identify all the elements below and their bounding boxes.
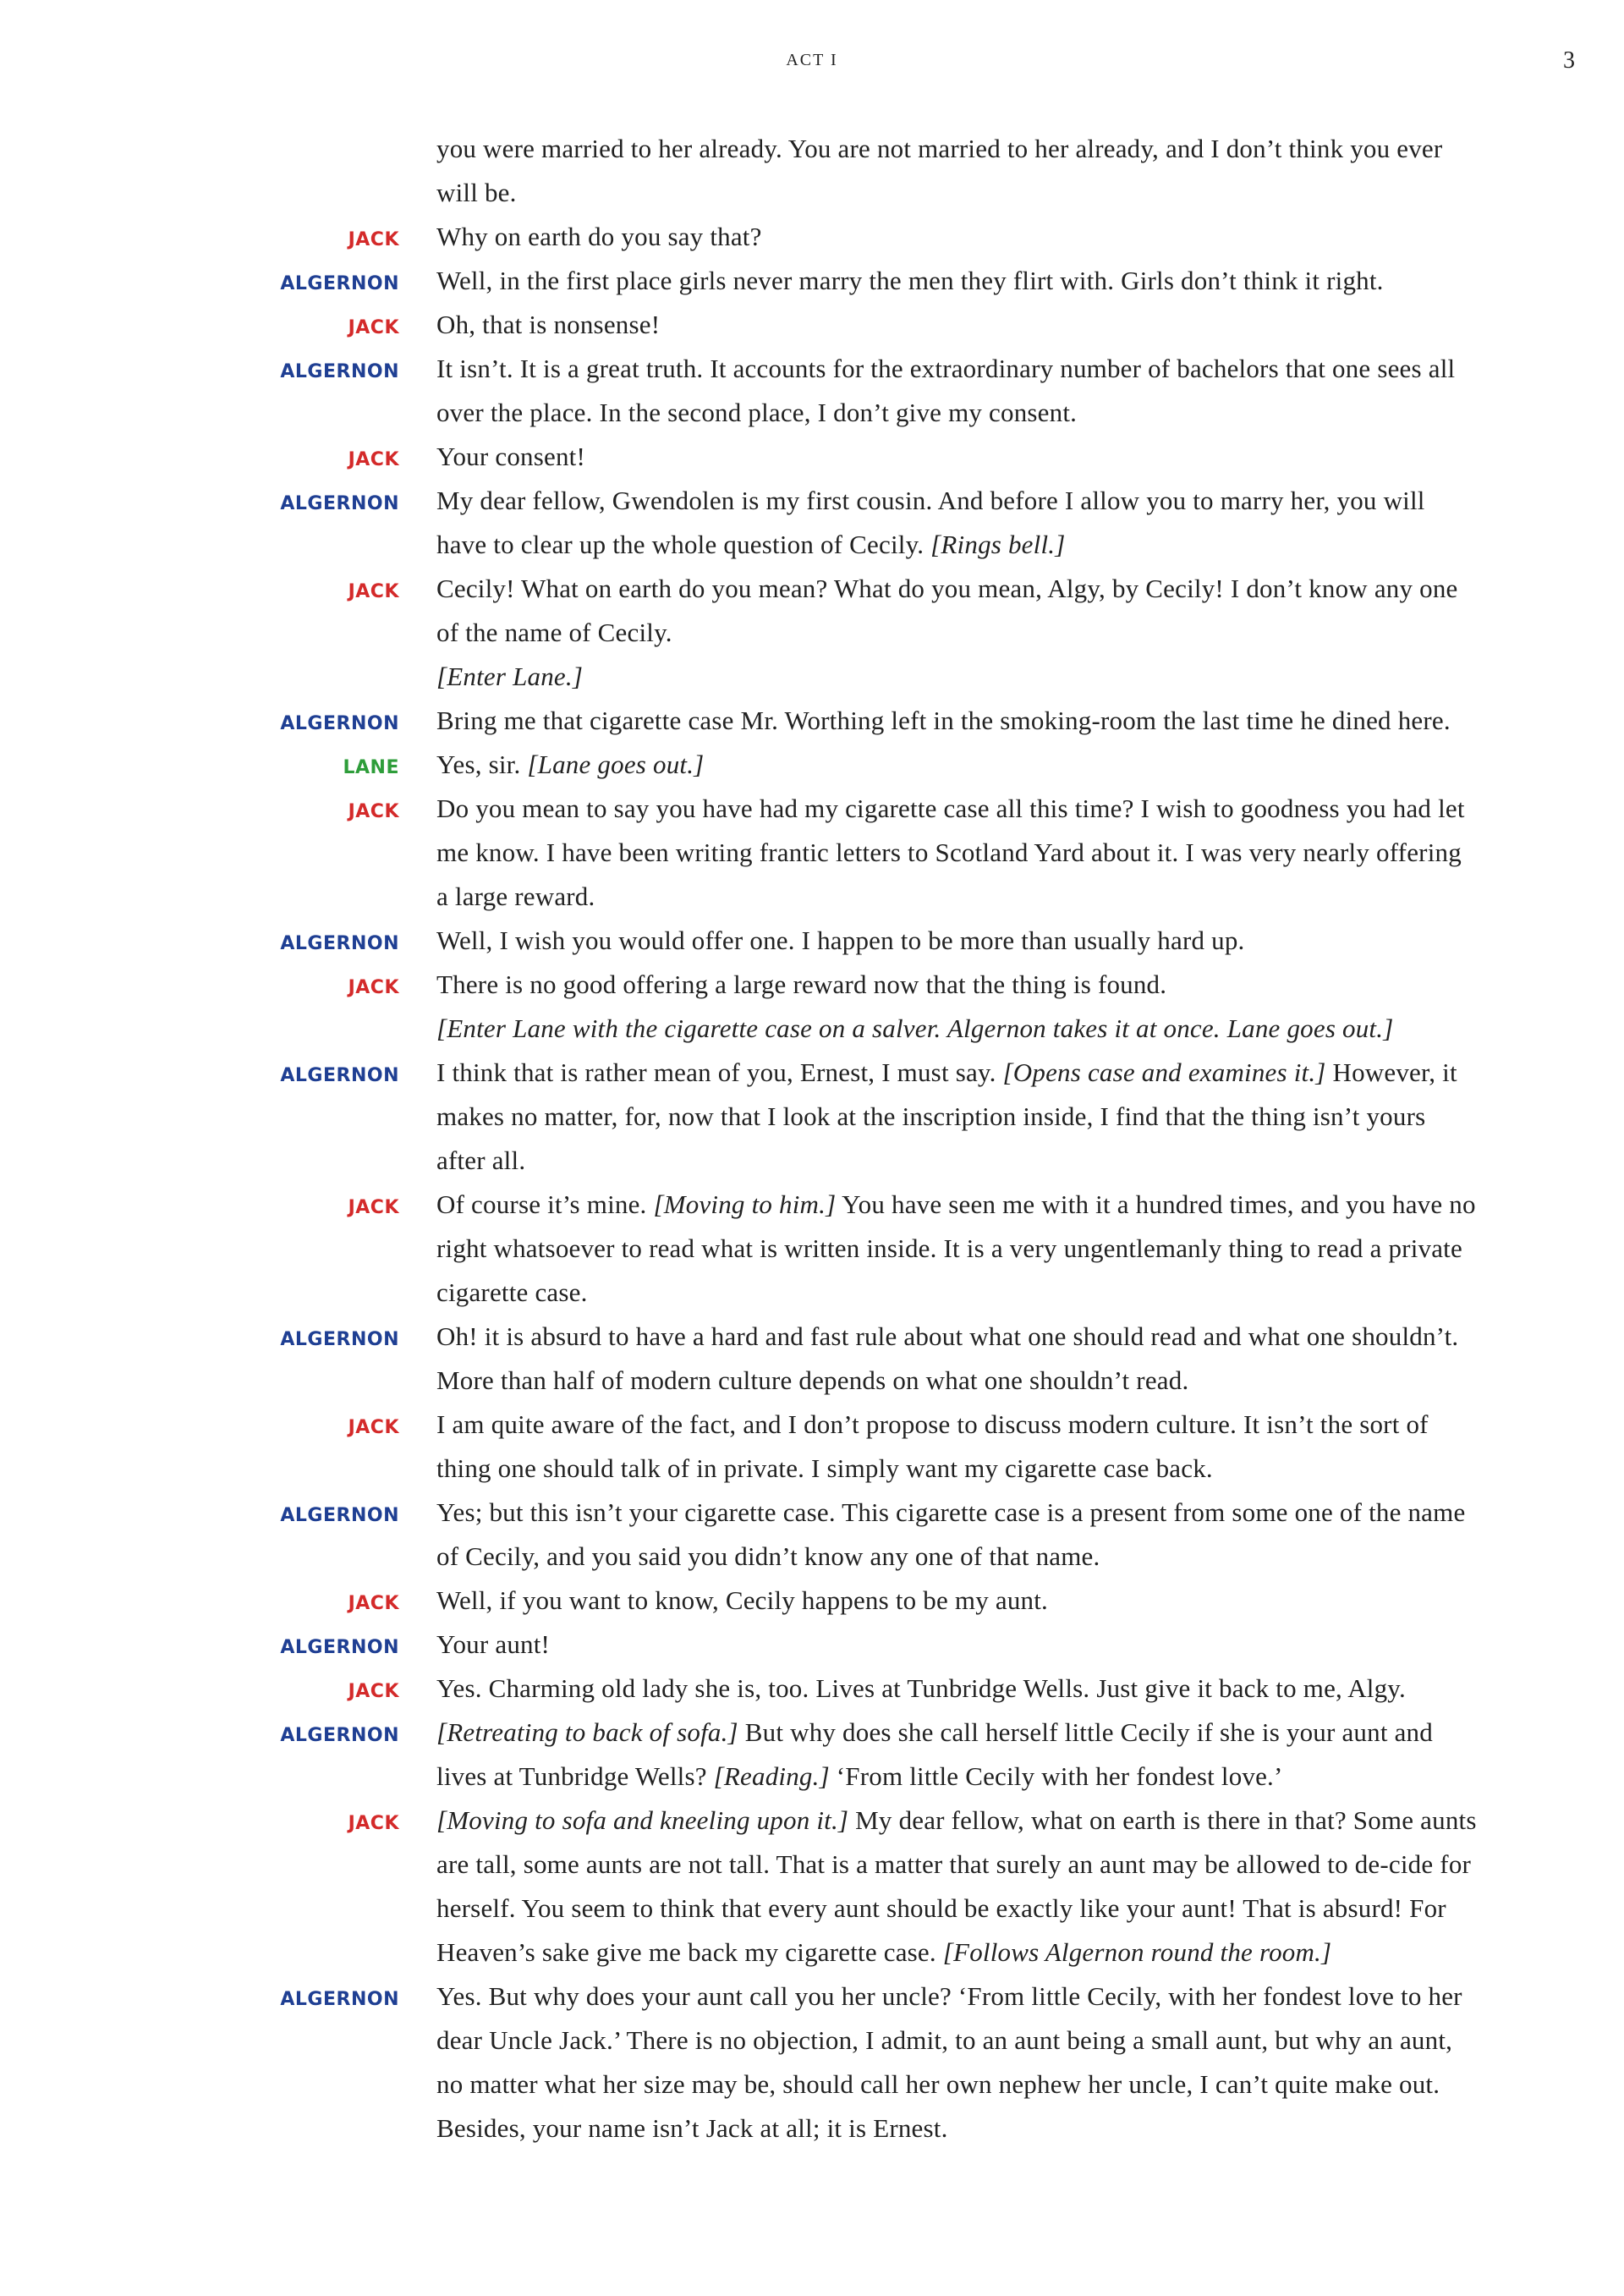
line-text — [436, 127, 1477, 215]
spoken-text: It isn’t. It is a great truth. It accounts for the extraordinary number of bachelors that one sees all over the place. In the second place, I don’t give my consent. — [436, 354, 1456, 427]
stage-direction: [Rings bell.] — [930, 530, 1066, 559]
line-text — [436, 215, 1477, 259]
dialogue-line — [0, 787, 1624, 919]
speaker-name: ALGERNON — [280, 713, 399, 734]
spoken-text: Why on earth do you say that? — [436, 222, 762, 251]
speaker-name: ALGERNON — [280, 1329, 399, 1350]
dialogue-line — [0, 1315, 1624, 1403]
speaker-name: ALGERNON — [280, 1637, 399, 1658]
speaker-name: JACK — [348, 1197, 399, 1218]
spoken-text: Yes. But why does your aunt call you her uncle? ‘From little Cecily, with her fondest love to her dear Uncle Jack.’ There is no objection, I admit, to an aunt being a small aunt, but why an aunt, no matter what her size may be, should call her own nephew her uncle, I can’t quite make out. Besides, your name isn’t Jack at all; it is Ernest. — [436, 1981, 1462, 2143]
line-text — [436, 1799, 1477, 1975]
dialogue-line — [0, 215, 1624, 259]
stage-direction: [Moving to sofa and kneeling upon it.] — [436, 1805, 849, 1835]
spoken-text: There is no good offering a large reward now that the thing is found. — [436, 969, 1167, 999]
speaker-name: JACK — [348, 1593, 399, 1614]
line-text — [436, 963, 1477, 1007]
dialogue-line — [0, 303, 1624, 347]
dialogue-line — [0, 1975, 1624, 2150]
dialogue-line — [0, 1623, 1624, 1667]
play-script — [0, 127, 1624, 2150]
line-text — [436, 699, 1477, 743]
speaker-name: JACK — [348, 229, 399, 250]
dialogue-line — [0, 919, 1624, 963]
line-text — [436, 1667, 1477, 1711]
dialogue-line — [0, 1579, 1624, 1623]
speaker-name: JACK — [348, 977, 399, 998]
speaker-name: JACK — [348, 1417, 399, 1438]
dialogue-line — [0, 1711, 1624, 1799]
line-text — [436, 435, 1477, 479]
line-text — [436, 1491, 1477, 1579]
spoken-text: Your aunt! — [436, 1629, 551, 1659]
speaker-name: ALGERNON — [280, 1505, 399, 1526]
running-head: ACT I — [786, 51, 838, 69]
spoken-text: Yes, sir. — [436, 750, 528, 779]
dialogue-line — [0, 743, 1624, 787]
line-text — [436, 1711, 1477, 1799]
line-text — [436, 259, 1477, 303]
dialogue-line — [0, 1051, 1624, 1183]
line-text — [436, 743, 1477, 787]
speaker-name: ALGERNON — [280, 1989, 399, 2010]
spoken-text: I am quite aware of the fact, and I don’t propose to discuss modern culture. It isn’t the sort of thing one should talk of in private. I simply want my cigarette case back. — [436, 1409, 1429, 1483]
line-text — [436, 1623, 1477, 1667]
speaker-name: JACK — [348, 801, 399, 822]
line-text — [436, 479, 1477, 567]
speaker-name: JACK — [348, 1813, 399, 1834]
speaker-name: ALGERNON — [280, 361, 399, 382]
page-number: 3 — [1563, 47, 1575, 74]
line-text — [436, 1315, 1477, 1403]
spoken-text: ‘From little Cecily with her fondest love.’ — [829, 1761, 1283, 1791]
line-text — [436, 567, 1477, 655]
dialogue-line — [0, 1403, 1624, 1491]
dialogue-line — [0, 1667, 1624, 1711]
dialogue-line — [0, 1183, 1624, 1315]
line-text — [436, 1007, 1477, 1051]
line-text — [436, 347, 1477, 435]
line-text — [436, 1051, 1477, 1183]
spoken-text: Do you mean to say you have had my cigarette case all this time? I wish to goodness you had let me know. I have been writing frantic letters to Scotland Yard about it. I was very nearly offering a large reward. — [436, 794, 1465, 911]
line-text — [436, 303, 1477, 347]
line-text — [436, 919, 1477, 963]
speaker-name: ALGERNON — [280, 1065, 399, 1086]
dialogue-line — [0, 347, 1624, 435]
spoken-text: Well, if you want to know, Cecily happens to be my aunt. — [436, 1585, 1049, 1615]
speaker-name: ALGERNON — [280, 1725, 399, 1746]
spoken-text: I think that is rather mean of you, Ernest, I must say. — [436, 1057, 1003, 1087]
spoken-text: Cecily! What on earth do you mean? What do you mean, Algy, by Cecily! I don’t know any one of the name of Cecily. — [436, 574, 1458, 647]
spoken-text: Of course it’s mine. — [436, 1189, 654, 1219]
speaker-name: ALGERNON — [280, 933, 399, 954]
dialogue-line — [0, 259, 1624, 303]
stage-direction: [Moving to him.] — [653, 1189, 837, 1219]
spoken-text: Oh, that is nonsense! — [436, 310, 661, 339]
speaker-name: ALGERNON — [280, 273, 399, 294]
speaker-name: LANE — [343, 757, 399, 778]
dialogue-line — [0, 963, 1624, 1007]
spoken-text: My dear fellow, Gwendolen is my first cousin. And before I allow you to marry her, you will have to clear up the whole question of Cecily. — [436, 486, 1425, 559]
spoken-text: Bring me that cigarette case Mr. Worthing left in the smoking-room the last time he dined here. — [436, 706, 1451, 735]
spoken-text: Yes. Charming old lady she is, too. Lives at Tunbridge Wells. Just give it back to me, Algy. — [436, 1673, 1406, 1703]
speaker-name: JACK — [348, 317, 399, 338]
dialogue-line — [0, 699, 1624, 743]
dialogue-line — [0, 1799, 1624, 1975]
stage-direction-line — [0, 127, 1624, 215]
spoken-text: you were married to her already. You are not married to her already, and I don’t think you ever will be. — [436, 134, 1443, 207]
stage-direction-line — [0, 1007, 1624, 1051]
spoken-text: But why does she call herself little Cecily if she is your aunt and lives at Tunbridge Wells? — [436, 1717, 1433, 1791]
line-text — [436, 1183, 1477, 1315]
spoken-text: However, it makes no matter, for, now that I look at the inscription inside, I find that the thing isn’t yours after all. — [436, 1057, 1457, 1175]
spoken-text: My dear fellow, what on earth is there in that? Some aunts are tall, some aunts are not tall. That is a matter that surely an aunt may be allowed to de-cide for herself. You seem to think that every aunt should be exactly like your aunt! That is absurd! For Heaven’s sake give me back my cigarette case. — [436, 1805, 1477, 1967]
line-text — [436, 655, 1477, 699]
spoken-text: Yes; but this isn’t your cigarette case. This cigarette case is a present from some one of the name of Cecily, and you said you didn’t know any one of that name. — [436, 1497, 1466, 1571]
stage-direction: [Enter Lane with the cigarette case on a salver. Algernon takes it at once. Lane goes out.] — [436, 1013, 1394, 1043]
line-text — [436, 787, 1477, 919]
speaker-name: JACK — [348, 1681, 399, 1702]
stage-direction: [Follows Algernon round the room.] — [942, 1937, 1332, 1967]
stage-direction-line — [0, 655, 1624, 699]
spoken-text: You have seen me with it a hundred times, and you have no right whatsoever to read what is written inside. It is a very ungentlemanly thing to read a private cigarette case. — [436, 1189, 1476, 1307]
spoken-text: Your consent! — [436, 442, 585, 471]
spoken-text: Oh! it is absurd to have a hard and fast rule about what one should read and what one shouldn’t. More than half of modern culture depends on what one shouldn’t read. — [436, 1321, 1459, 1395]
stage-direction: [Reading.] — [713, 1761, 830, 1791]
stage-direction: [Enter Lane.] — [436, 662, 584, 691]
speaker-name: ALGERNON — [280, 493, 399, 514]
line-text — [436, 1579, 1477, 1623]
spoken-text: Well, I wish you would offer one. I happen to be more than usually hard up. — [436, 926, 1245, 955]
stage-direction: [Opens case and examines it.] — [1002, 1057, 1326, 1087]
speaker-name: JACK — [348, 581, 399, 602]
dialogue-line — [0, 479, 1624, 567]
stage-direction: [Lane goes out.] — [527, 750, 705, 779]
spoken-text: Well, in the first place girls never marry the men they flirt with. Girls don’t think it right. — [436, 266, 1384, 295]
dialogue-line — [0, 1491, 1624, 1579]
line-text — [436, 1975, 1477, 2150]
speaker-name: JACK — [348, 449, 399, 470]
line-text — [436, 1403, 1477, 1491]
stage-direction: [Retreating to back of sofa.] — [436, 1717, 738, 1747]
dialogue-line — [0, 435, 1624, 479]
dialogue-line — [0, 567, 1624, 655]
